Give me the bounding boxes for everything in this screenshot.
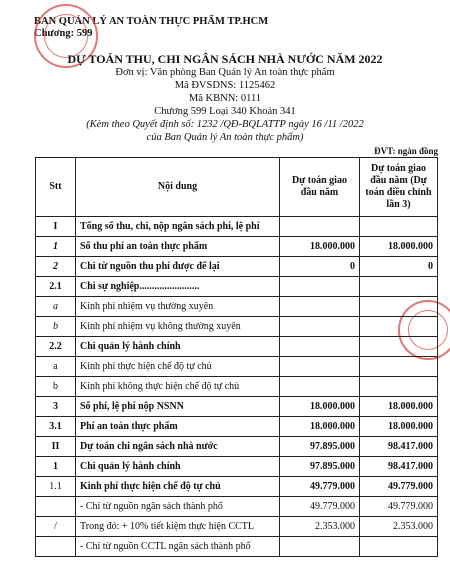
table-row — [36, 277, 438, 297]
row-content: Số phí, lệ phí nộp NSNN — [76, 397, 280, 417]
row-initial — [280, 357, 360, 377]
chapter-line: Chương 599 Loại 340 Khoản 341 — [154, 106, 296, 117]
row-content: Phí an toàn thực phẩm — [76, 417, 280, 437]
row-content: Chi sự nghiệp........................ — [76, 277, 280, 297]
row-content: Chi từ nguồn thu phí được để lại — [76, 257, 280, 277]
table-row — [36, 477, 438, 497]
row-adjusted — [360, 357, 438, 377]
row-initial: 0 — [280, 257, 360, 277]
col-content: Nội dung — [76, 158, 280, 217]
decision-line-2: của Ban Quản lý An toàn thực phẩm) — [146, 132, 304, 143]
row-content: Tổng số thu, chi, nộp ngân sách phí, lệ phí — [76, 217, 280, 237]
row-adjusted — [360, 217, 438, 237]
row-stt: a — [36, 357, 76, 377]
row-stt: 1 — [36, 457, 76, 477]
row-stt: b — [36, 377, 76, 397]
table-row — [36, 537, 438, 557]
col-adjusted: Dự toán giao đầu năm (Dự toán điều chỉnh lần 3) — [360, 158, 438, 217]
table-row — [36, 217, 438, 237]
row-adjusted: 18.000.000 — [360, 397, 438, 417]
table-row — [36, 237, 438, 257]
row-stt: 2 — [36, 257, 76, 277]
table-row — [36, 437, 438, 457]
row-stt: 3.1 — [36, 417, 76, 437]
row-content: Chi quản lý hành chính — [76, 457, 280, 477]
org-name: BAN QUẢN LÝ AN TOÀN THỰC PHẨM TP.HCM — [34, 16, 269, 27]
row-initial — [280, 377, 360, 397]
row-content: Kinh phí nhiệm vụ thường xuyên — [76, 297, 280, 317]
chapter-code: Chương: 599 — [34, 28, 93, 39]
dvsdns-line: Mã ĐVSDNS: 1125462 — [174, 80, 276, 91]
row-initial: 18.000.000 — [280, 417, 360, 437]
row-initial: 2.353.000 — [280, 517, 360, 537]
row-adjusted: 98.417.000 — [360, 457, 438, 477]
row-content: Kinh phí thực hiện chế độ tự chủ — [76, 357, 280, 377]
row-adjusted: 18.000.000 — [360, 237, 438, 257]
unit-label: ĐVT: ngàn đồng — [374, 146, 438, 156]
row-stt: 1 — [36, 237, 76, 257]
table-row — [36, 417, 438, 437]
row-initial: 97.895.000 — [280, 457, 360, 477]
row-content: - Chi từ nguồn ngân sách thành phố — [76, 497, 280, 517]
row-initial — [280, 217, 360, 237]
row-stt: b — [36, 317, 76, 337]
row-adjusted — [360, 377, 438, 397]
table-row — [36, 357, 438, 377]
row-stt: 1.1 — [36, 477, 76, 497]
unit-line: Đơn vị: Văn phòng Ban Quản lý An toàn thực phẩm — [115, 67, 335, 78]
row-adjusted: 2.353.000 — [360, 517, 438, 537]
document-title: DỰ TOÁN THU, CHI NGÂN SÁCH NHÀ NƯỚC NĂM 2022 — [67, 52, 383, 66]
row-adjusted — [360, 317, 438, 337]
row-stt: 3 — [36, 397, 76, 417]
table-row — [36, 497, 438, 517]
row-initial — [280, 277, 360, 297]
table-row — [36, 337, 438, 357]
row-initial — [280, 297, 360, 317]
row-initial: 18.000.000 — [280, 397, 360, 417]
row-adjusted — [360, 537, 438, 557]
row-stt — [36, 497, 76, 517]
row-content: Chi quản lý hành chính — [76, 337, 280, 357]
row-initial: 97.895.000 — [280, 437, 360, 457]
col-stt: Stt — [36, 158, 76, 217]
row-stt — [36, 537, 76, 557]
table-row — [36, 317, 438, 337]
row-content: Số thu phí an toàn thực phẩm — [76, 237, 280, 257]
row-content: Kinh phí nhiệm vụ không thường xuyên — [76, 317, 280, 337]
row-adjusted: 0 — [360, 257, 438, 277]
kbnn-line: Mã KBNN: 0111 — [188, 93, 262, 104]
table-row — [36, 397, 438, 417]
decision-line: (Kèm theo Quyết định số: 1232 /QĐ-BQLATTP ngày 16 /11 /2022 — [86, 119, 364, 130]
row-content: Kinh phí không thực hiện chế độ tự chủ — [76, 377, 280, 397]
row-adjusted — [360, 297, 438, 317]
row-initial — [280, 337, 360, 357]
row-content: - Chi từ nguồn CCTL ngân sách thành phố — [76, 537, 280, 557]
row-stt: I — [36, 217, 76, 237]
row-adjusted: 49.779.000 — [360, 497, 438, 517]
row-adjusted — [360, 337, 438, 357]
row-stt: 2.2 — [36, 337, 76, 357]
table-row — [36, 257, 438, 277]
row-content: Trong đó: + 10% tiết kiệm thực hiện CCTL — [76, 517, 280, 537]
row-content: Kinh phí thực hiện chế độ tự chủ — [76, 477, 280, 497]
row-stt: II — [36, 437, 76, 457]
row-initial — [280, 317, 360, 337]
row-adjusted: 98.417.000 — [360, 437, 438, 457]
row-adjusted: 18.000.000 — [360, 417, 438, 437]
row-stt: a — [36, 297, 76, 317]
table-row — [36, 517, 438, 537]
row-initial: 49.779.000 — [280, 497, 360, 517]
table-row — [36, 377, 438, 397]
row-content: Dự toán chi ngân sách nhà nước — [76, 437, 280, 457]
row-initial — [280, 537, 360, 557]
budget-table — [35, 157, 438, 557]
table-row — [36, 457, 438, 477]
col-initial: Dự toán giao đầu năm — [280, 158, 360, 217]
row-stt: / — [36, 517, 76, 537]
row-stt: 2.1 — [36, 277, 76, 297]
row-adjusted: 49.779.000 — [360, 477, 438, 497]
table-header-row — [36, 158, 438, 217]
row-adjusted — [360, 277, 438, 297]
table-row — [36, 297, 438, 317]
row-initial: 49.779.000 — [280, 477, 360, 497]
row-initial: 18.000.000 — [280, 237, 360, 257]
